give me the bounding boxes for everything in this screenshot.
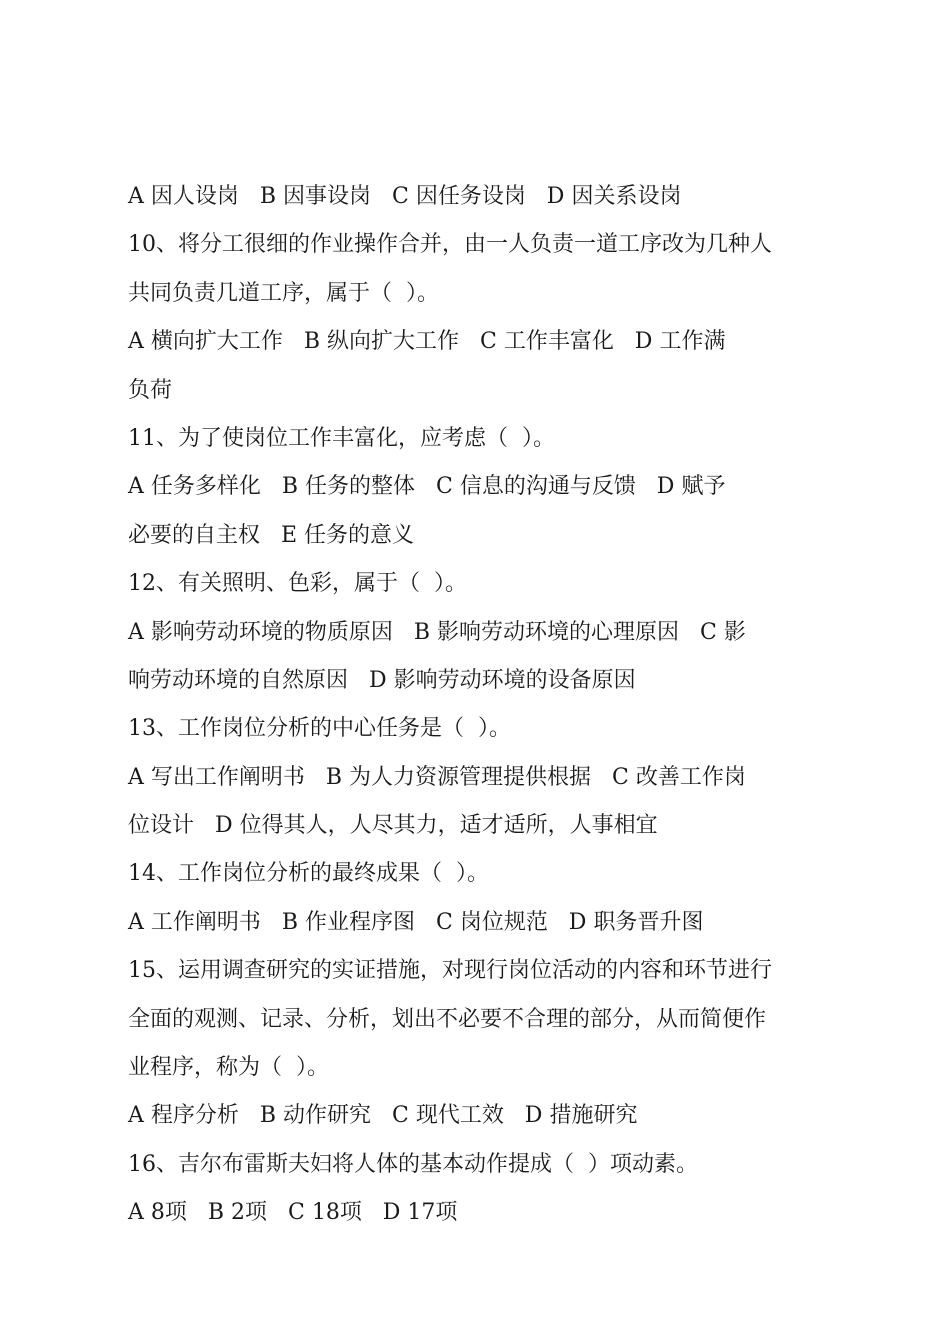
text-line: 13、工作岗位分析的中心任务是（ ）。 <box>128 716 511 742</box>
text-line: 业程序，称为（ ）。 <box>128 1055 329 1081</box>
text-line: A 任务多样化 B 任务的整体 C 信息的沟通与反馈 D 赋予 <box>128 474 726 500</box>
text-line: 11、为了使岗位工作丰富化，应考虑（ ）。 <box>128 425 555 451</box>
text-line: 全面的观测、记录、分析，划出不必要不合理的部分，从而简便作 <box>128 1006 767 1032</box>
text-line: 负荷 <box>128 377 173 403</box>
text-line: 10、将分工很细的作业操作合并，由一人负责一道工序改为几种人 <box>128 232 772 258</box>
text-line: 必要的自主权 E 任务的意义 <box>128 522 415 548</box>
text-line: 14、工作岗位分析的最终成果（ ）。 <box>128 861 489 887</box>
text-line: 共同负责几道工序，属于（ ）。 <box>128 280 439 306</box>
text-line: 位设计 D 位得其人，人尽其力，适才适所，人事相宜 <box>128 813 658 839</box>
text-line: A 影响劳动环境的物质原因 B 影响劳动环境的心理原因 C 影 <box>128 619 746 645</box>
text-line: 16、吉尔布雷斯夫妇将人体的基本动作提成（ ）项动素。 <box>128 1151 698 1177</box>
text-line: A 写出工作阐明书 B 为人力资源管理提供根据 C 改善工作岗 <box>128 764 746 790</box>
text-line: A 横向扩大工作 B 纵向扩大工作 C 工作丰富化 D 工作满 <box>128 329 726 355</box>
text-line: 12、有关照明、色彩，属于（ ）。 <box>128 571 467 597</box>
text-line: A 工作阐明书 B 作业程序图 C 岗位规范 D 职务晋升图 <box>128 909 704 935</box>
text-line: A 程序分析 B 动作研究 C 现代工效 D 措施研究 <box>128 1103 638 1129</box>
text-line: A 因人设岗 B 因事设岗 C 因任务设岗 D 因关系设岗 <box>128 184 682 209</box>
text-line: 15、运用调查研究的实证措施，对现行岗位活动的内容和环节进行 <box>128 958 772 984</box>
document-body <box>128 177 828 1242</box>
text-line: A 8项 B 2项 C 18项 D 17项 <box>128 1200 458 1226</box>
text-line: 响劳动环境的自然原因 D 影响劳动环境的设备原因 <box>128 667 636 693</box>
